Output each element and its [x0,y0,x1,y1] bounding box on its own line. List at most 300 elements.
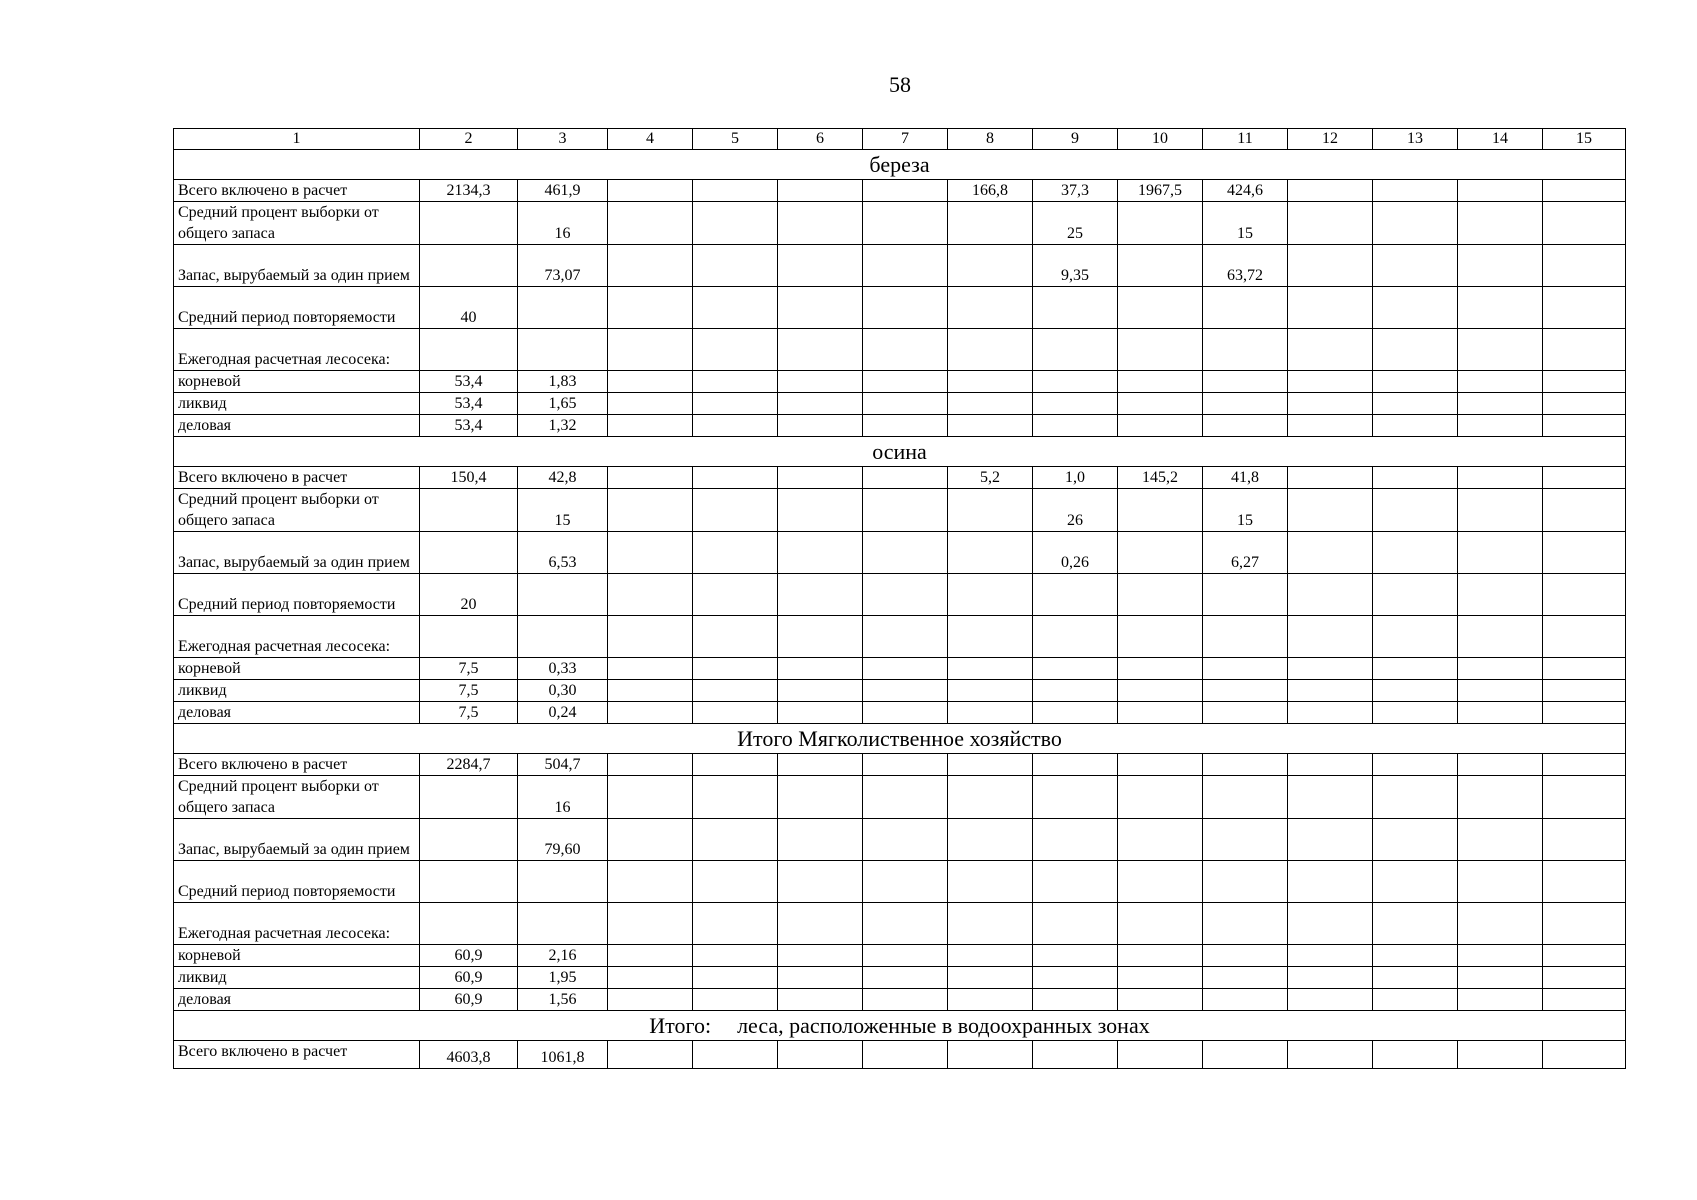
table-cell [693,489,778,532]
table-cell [778,616,863,658]
table-cell [1033,819,1118,861]
column-number-cell: 13 [1373,129,1458,150]
table-cell [948,371,1033,393]
table-cell [1543,329,1626,371]
table-cell [1288,1041,1373,1069]
table-cell [1458,415,1543,437]
table-cell: 5,2 [948,467,1033,489]
table-cell [778,245,863,287]
table-cell [948,819,1033,861]
table-cell [1118,861,1203,903]
table-cell [608,861,693,903]
table-cell [1288,861,1373,903]
section-title-row [174,1011,1626,1041]
table-row [174,467,1626,489]
table-cell [420,329,518,371]
table-row [174,680,1626,702]
table-cell [1203,776,1288,819]
table-cell [608,532,693,574]
table-cell [420,532,518,574]
row-label: деловая [174,415,420,437]
table-cell [1118,754,1203,776]
table-cell [1373,489,1458,532]
table-cell [1203,861,1288,903]
table-cell [1033,371,1118,393]
table-cell [693,989,778,1011]
table-cell [1118,680,1203,702]
table-cell: 15 [1203,489,1288,532]
section-title-row [174,437,1626,467]
table-cell: 60,9 [420,989,518,1011]
table-cell [693,702,778,724]
section-title-row [174,150,1626,180]
table-cell [1458,574,1543,616]
table-cell [1458,489,1543,532]
table-cell [863,489,948,532]
table-cell [1458,945,1543,967]
table-cell [948,489,1033,532]
table-cell [1118,903,1203,945]
table-cell [1118,287,1203,329]
row-label: Всего включено в расчет [174,1041,420,1069]
table-cell [1543,819,1626,861]
table-cell [948,680,1033,702]
table-cell [778,1041,863,1069]
table-row [174,489,1626,532]
column-number-cell: 15 [1543,129,1626,150]
table-cell [693,680,778,702]
table-cell [1118,393,1203,415]
table-cell [1288,532,1373,574]
table-cell [863,702,948,724]
table-cell [693,658,778,680]
row-label: Запас, вырубаемый за один прием [174,532,420,574]
table-cell: 0,26 [1033,532,1118,574]
table-cell [693,467,778,489]
table-cell [1458,532,1543,574]
table-cell [1118,1041,1203,1069]
table-cell: 1,56 [518,989,608,1011]
table-cell: 0,33 [518,658,608,680]
table-cell [1458,202,1543,245]
table-cell: 504,7 [518,754,608,776]
table-cell [608,180,693,202]
table-cell [1288,903,1373,945]
table-cell [608,467,693,489]
table-cell [948,967,1033,989]
table-cell [1373,467,1458,489]
column-number-cell: 12 [1288,129,1373,150]
table-cell [1373,415,1458,437]
table-row [174,658,1626,680]
table-cell [1458,658,1543,680]
table-cell: 79,60 [518,819,608,861]
table-cell [1033,574,1118,616]
row-label: Средний период повторяемости [174,287,420,329]
table-cell [1458,819,1543,861]
table-cell [1543,776,1626,819]
table-cell [608,371,693,393]
table-cell: 1,83 [518,371,608,393]
column-number-cell: 1 [174,129,420,150]
section-title-row [174,724,1626,754]
table-row [174,393,1626,415]
table-cell [948,616,1033,658]
table-cell [1373,754,1458,776]
table-cell [1373,819,1458,861]
table-cell [420,202,518,245]
table-cell [1288,180,1373,202]
table-cell [420,616,518,658]
table-row [174,945,1626,967]
section-title: осина [174,437,1626,467]
table-cell: 53,4 [420,415,518,437]
table-cell [1118,658,1203,680]
table-cell [1373,658,1458,680]
table-cell [778,776,863,819]
table-cell [1543,702,1626,724]
table-cell [778,489,863,532]
table-cell [693,393,778,415]
table-cell [863,1041,948,1069]
table-cell [863,574,948,616]
table-cell: 145,2 [1118,467,1203,489]
table-cell: 461,9 [518,180,608,202]
table-row [174,202,1626,245]
table-cell [948,658,1033,680]
table-cell [863,819,948,861]
table-cell [778,819,863,861]
table-cell [1288,819,1373,861]
table-row [174,329,1626,371]
table-cell [1288,702,1373,724]
table-cell [778,967,863,989]
table-cell [1373,287,1458,329]
table-cell [1458,180,1543,202]
forest-cutting-table [173,128,1626,1069]
table-row [174,861,1626,903]
table-cell [1288,329,1373,371]
table-cell [1458,967,1543,989]
table-cell [863,202,948,245]
table-cell [608,329,693,371]
table-cell: 2,16 [518,945,608,967]
row-label: корневой [174,371,420,393]
table-cell [608,989,693,1011]
table-cell [1458,287,1543,329]
table-cell [948,415,1033,437]
table-cell [1543,393,1626,415]
table-cell [518,903,608,945]
table-row [174,574,1626,616]
table-cell [1203,616,1288,658]
table-cell [1373,616,1458,658]
table-cell [693,616,778,658]
table-cell: 1061,8 [518,1041,608,1069]
table-cell [608,489,693,532]
table-cell [863,680,948,702]
table-cell [1118,819,1203,861]
table-cell [420,776,518,819]
column-number-cell: 5 [693,129,778,150]
table-cell [693,861,778,903]
section-title-prefix: Итого: [649,1012,712,1038]
table-cell: 6,53 [518,532,608,574]
table-cell [778,680,863,702]
table-cell [948,702,1033,724]
table-cell [693,967,778,989]
table-row [174,702,1626,724]
table-body [174,129,1626,1069]
table-cell [1458,680,1543,702]
table-cell [1203,574,1288,616]
table-cell [608,967,693,989]
table-cell [778,287,863,329]
table-cell [863,371,948,393]
table-cell [1203,989,1288,1011]
table-cell [1203,702,1288,724]
table-cell [948,202,1033,245]
table-cell: 16 [518,776,608,819]
table-cell [518,287,608,329]
row-label: Средний период повторяемости [174,574,420,616]
table-cell [948,532,1033,574]
table-cell [863,945,948,967]
row-label: Всего включено в расчет [174,467,420,489]
table-cell: 26 [1033,489,1118,532]
table-cell: 2134,3 [420,180,518,202]
table-cell: 53,4 [420,393,518,415]
table-cell [1543,861,1626,903]
table-cell: 20 [420,574,518,616]
table-cell [778,574,863,616]
table-cell [1458,776,1543,819]
table-cell [608,245,693,287]
table-cell [1458,1041,1543,1069]
table-cell [778,467,863,489]
table-cell [1373,861,1458,903]
table-cell [608,616,693,658]
column-number-cell: 8 [948,129,1033,150]
table-cell: 7,5 [420,658,518,680]
table-cell: 1,32 [518,415,608,437]
table-cell [948,287,1033,329]
table-cell [1033,967,1118,989]
table-cell [1203,819,1288,861]
table-cell [420,245,518,287]
table-cell [1033,329,1118,371]
table-cell [1033,415,1118,437]
table-cell: 7,5 [420,680,518,702]
table-cell [693,1041,778,1069]
table-cell [693,945,778,967]
table-cell [1118,245,1203,287]
table-row [174,754,1626,776]
table-cell: 16 [518,202,608,245]
row-label: Средний процент выборки от общего запаса [174,202,420,245]
table-cell [1288,658,1373,680]
table-cell [948,574,1033,616]
table-cell [608,287,693,329]
table-cell [1033,393,1118,415]
table-cell [1543,1041,1626,1069]
table-cell [1543,467,1626,489]
table-row [174,989,1626,1011]
table-cell [1288,467,1373,489]
table-cell: 1,95 [518,967,608,989]
table-cell [948,329,1033,371]
column-number-cell: 9 [1033,129,1118,150]
table-cell: 424,6 [1203,180,1288,202]
table-cell [1373,989,1458,1011]
row-label: Средний процент выборки от общего запаса [174,776,420,819]
table-cell [1288,616,1373,658]
table-cell [693,202,778,245]
table-cell [1033,754,1118,776]
table-cell [1458,903,1543,945]
table-cell: 40 [420,287,518,329]
table-cell [1373,1041,1458,1069]
table-cell [1458,329,1543,371]
table-row [174,180,1626,202]
table-cell [863,393,948,415]
table-cell [1543,945,1626,967]
table-cell [1458,861,1543,903]
table-cell [863,658,948,680]
row-label: Всего включено в расчет [174,180,420,202]
column-number-cell: 14 [1458,129,1543,150]
table-cell [1373,680,1458,702]
table-cell [420,819,518,861]
table-cell [1033,680,1118,702]
table-cell [1543,371,1626,393]
table-cell [1543,616,1626,658]
table-row [174,287,1626,329]
table-cell [608,202,693,245]
table-cell: 9,35 [1033,245,1118,287]
table-cell [693,329,778,371]
table-cell [1543,415,1626,437]
table-cell [1373,371,1458,393]
table-cell [1543,489,1626,532]
table-cell [608,680,693,702]
column-number-cell: 10 [1118,129,1203,150]
row-label: деловая [174,989,420,1011]
table-row [174,1041,1626,1069]
table-cell: 37,3 [1033,180,1118,202]
table-cell [1373,903,1458,945]
table-cell: 15 [1203,202,1288,245]
table-cell [1373,967,1458,989]
table-cell [778,754,863,776]
table-cell [778,945,863,967]
table-cell [863,245,948,287]
table-cell [1458,467,1543,489]
table-cell: 1,65 [518,393,608,415]
table-cell: 7,5 [420,702,518,724]
table-cell [1543,245,1626,287]
table-cell [1543,967,1626,989]
table-cell [1118,371,1203,393]
section-title: береза [174,150,1626,180]
row-label: Средний процент выборки от общего запаса [174,489,420,532]
table-cell [693,903,778,945]
table-cell [518,329,608,371]
column-number-cell: 11 [1203,129,1288,150]
table-cell [1458,245,1543,287]
table-cell [1543,287,1626,329]
table-cell [1118,967,1203,989]
table-cell: 166,8 [948,180,1033,202]
table-cell: 2284,7 [420,754,518,776]
table-cell [778,202,863,245]
column-number-cell: 3 [518,129,608,150]
table-cell [1373,702,1458,724]
row-label: ликвид [174,680,420,702]
table-cell [1203,329,1288,371]
table-cell [1288,989,1373,1011]
row-label: ликвид [174,967,420,989]
table-cell [778,861,863,903]
table-cell [1288,776,1373,819]
row-label: Запас, вырубаемый за один прием [174,245,420,287]
row-label: Всего включено в расчет [174,754,420,776]
table-cell [948,903,1033,945]
table-cell [420,489,518,532]
table-cell [1203,754,1288,776]
table-row [174,903,1626,945]
table-cell [1033,945,1118,967]
table-cell [1118,329,1203,371]
column-number-cell: 4 [608,129,693,150]
table-cell: 4603,8 [420,1041,518,1069]
table-cell [1118,776,1203,819]
table-cell [693,245,778,287]
table-cell [693,415,778,437]
table-cell [863,967,948,989]
table-cell [778,393,863,415]
table-cell [1203,393,1288,415]
table-cell [1288,967,1373,989]
table-cell [1373,329,1458,371]
page-number: 58 [889,72,911,97]
table-cell [518,574,608,616]
table-cell [608,945,693,967]
table-cell: 53,4 [420,371,518,393]
table-row [174,776,1626,819]
table-row [174,415,1626,437]
table-cell: 42,8 [518,467,608,489]
table-cell [1458,616,1543,658]
table-cell [608,702,693,724]
table-cell [1033,616,1118,658]
table-cell [948,1041,1033,1069]
table-cell [1288,287,1373,329]
table-cell [693,287,778,329]
table-cell [1203,658,1288,680]
row-label: Ежегодная расчетная лесосека: [174,903,420,945]
table-cell [608,776,693,819]
table-cell [608,819,693,861]
table-cell [1118,989,1203,1011]
table-cell [1373,776,1458,819]
table-cell [1118,415,1203,437]
column-number-cell: 7 [863,129,948,150]
column-number-cell: 2 [420,129,518,150]
table-cell [948,754,1033,776]
table-cell [863,989,948,1011]
table-cell [863,532,948,574]
